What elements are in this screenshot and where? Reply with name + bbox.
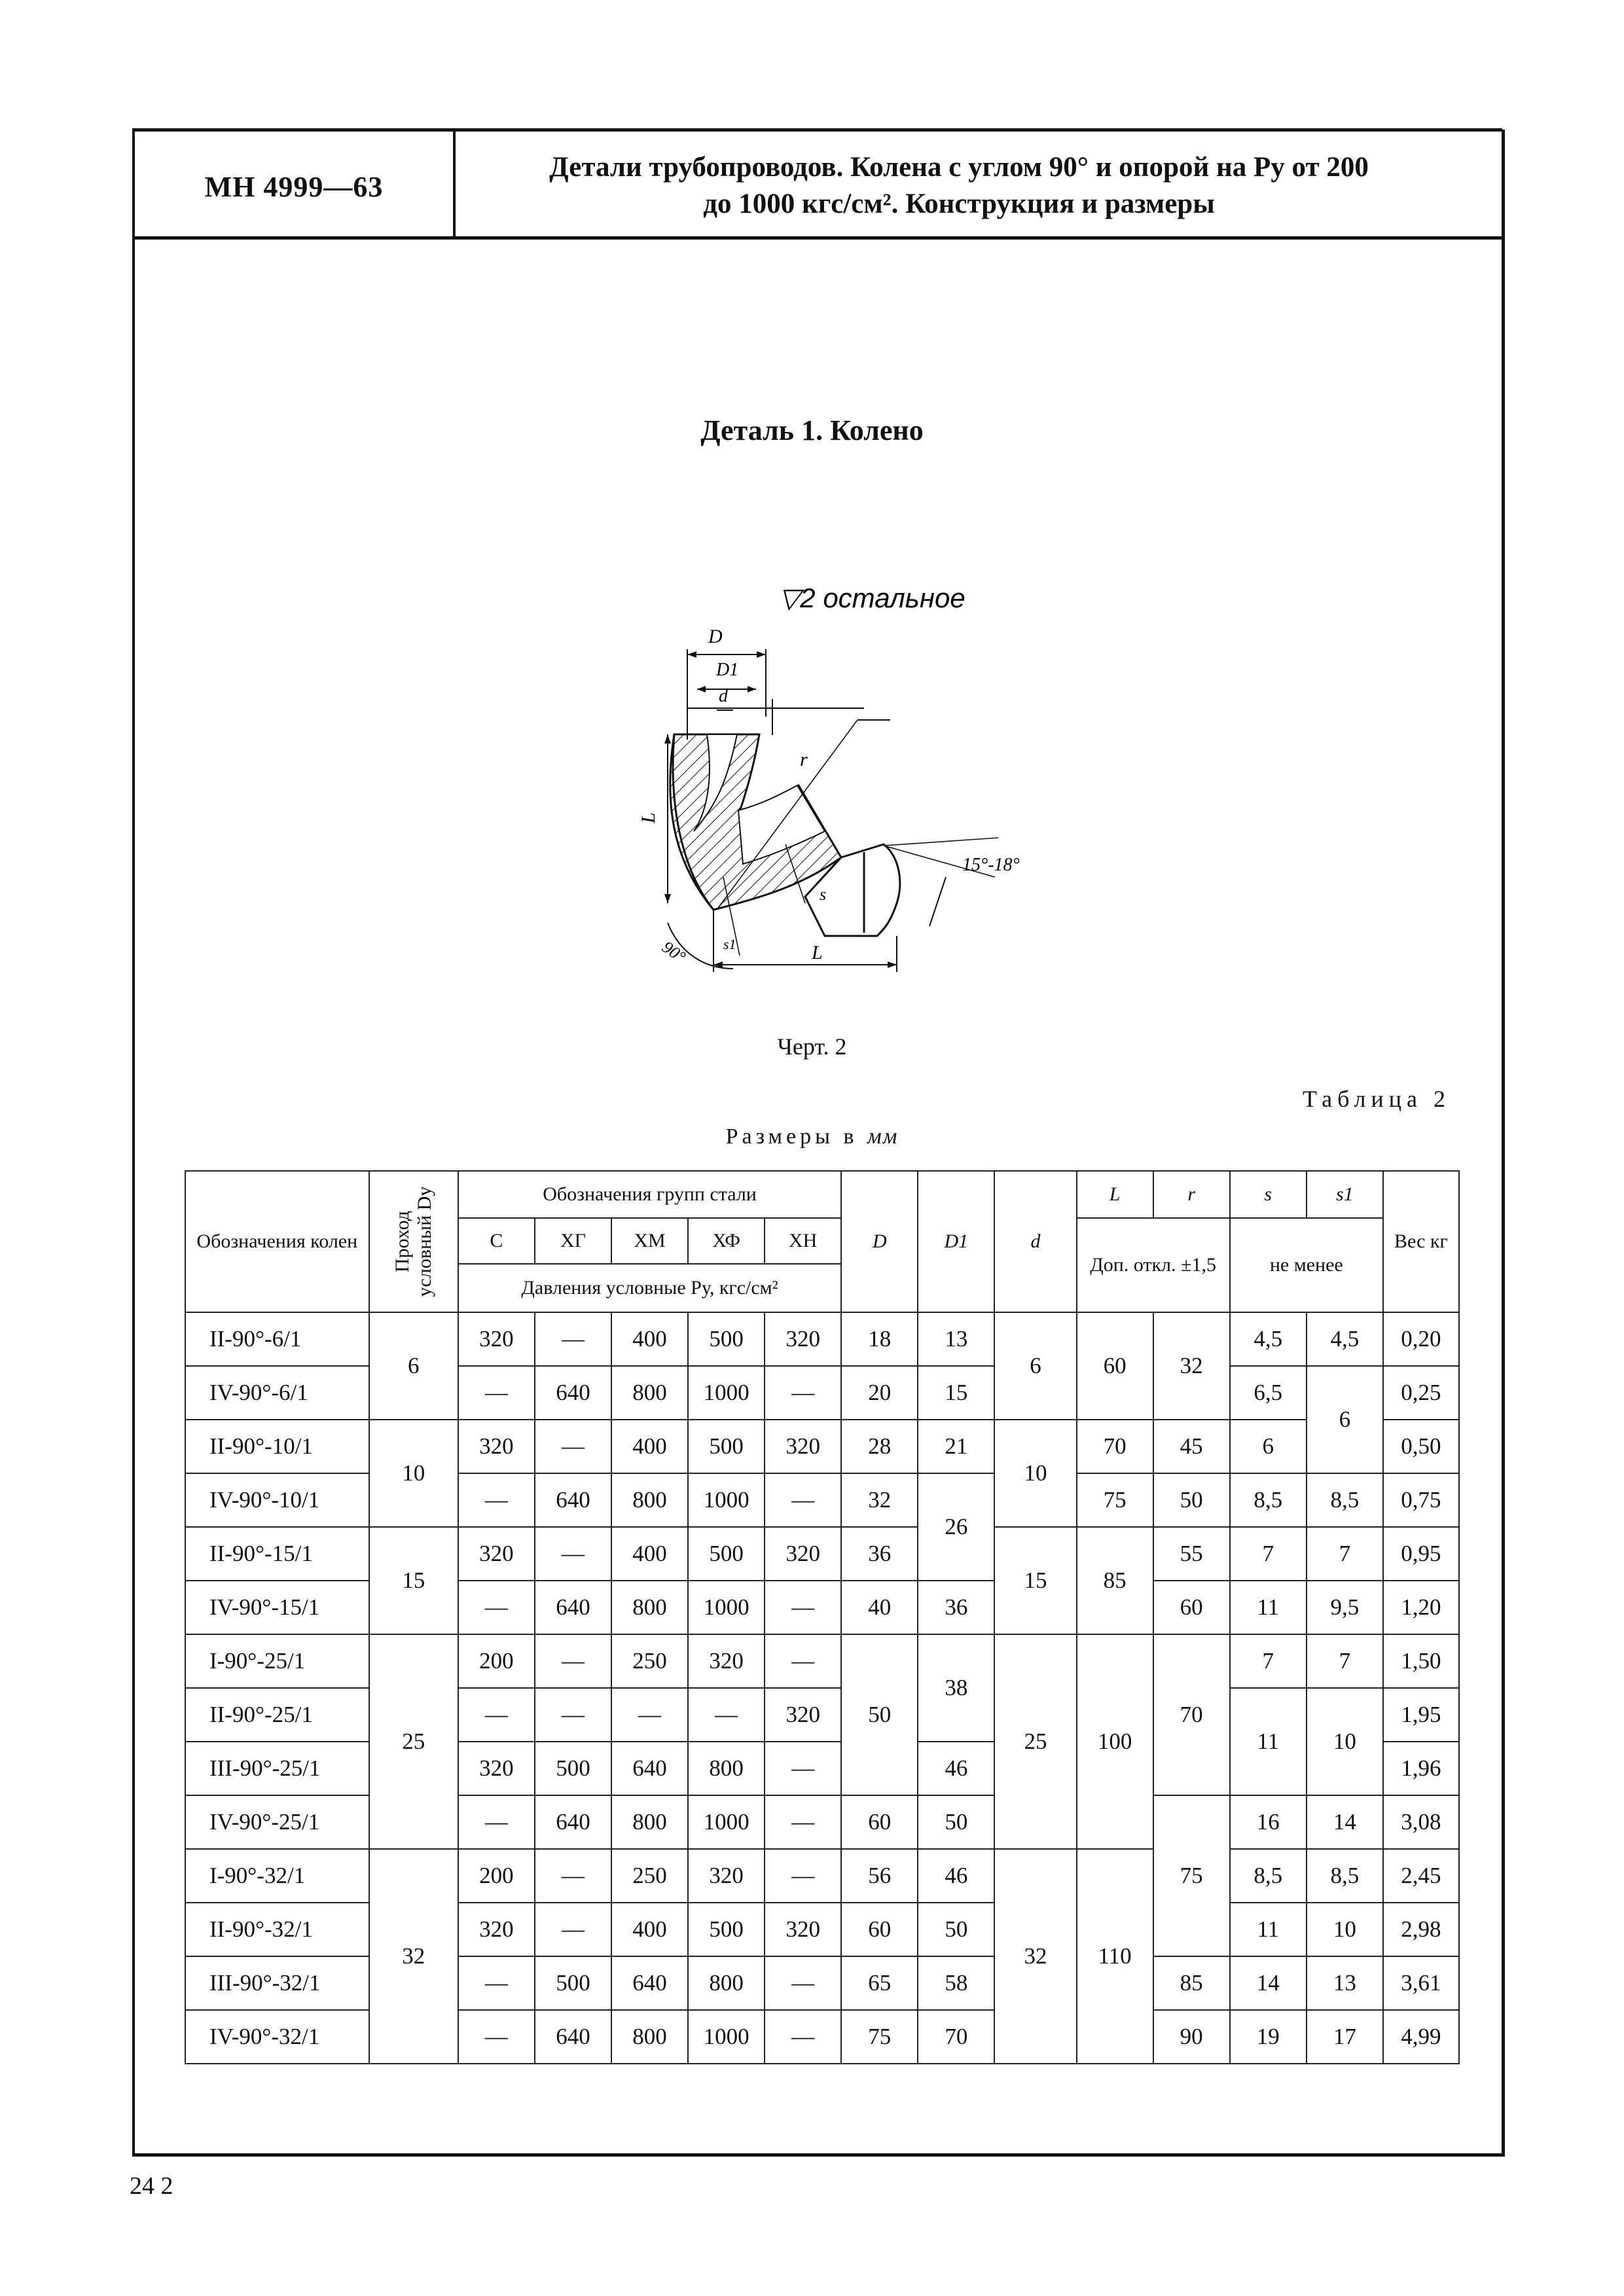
cell-p: 320 <box>765 1527 841 1581</box>
cell-p: 400 <box>611 1420 688 1473</box>
cell-dy: 15 <box>369 1527 458 1634</box>
cell-p: 800 <box>688 1956 765 2010</box>
cell-p: 1000 <box>688 1581 765 1634</box>
cell-p: 250 <box>611 1634 688 1688</box>
cell-p: — <box>458 1581 535 1634</box>
cell-p: 320 <box>765 1420 841 1473</box>
header-nominal-bore <box>369 1171 458 1312</box>
cell-p: — <box>765 1742 841 1795</box>
cell-designation: III-90°-32/1 <box>185 1956 369 2010</box>
cell-p: 400 <box>611 1312 688 1366</box>
cell-p: — <box>765 1956 841 2010</box>
header-d: d <box>994 1171 1076 1312</box>
cell-p: 800 <box>688 1742 765 1795</box>
cell-p: — <box>765 1795 841 1849</box>
label-d: d <box>719 686 728 706</box>
cell-r: 32 <box>1153 1312 1230 1420</box>
cell-p: — <box>458 1366 535 1420</box>
cell-p: 800 <box>611 1366 688 1420</box>
cell-p: 640 <box>535 1366 611 1420</box>
cell-dy: 25 <box>369 1634 458 1849</box>
cell-D: 65 <box>841 1956 918 2010</box>
cell-s: 14 <box>1230 1956 1307 2010</box>
cell-D: 75 <box>841 2010 918 2064</box>
units-note-prefix: Размеры в <box>725 1124 858 1149</box>
dimensions-table <box>185 1170 1460 2064</box>
cell-designation: IV-90°-10/1 <box>185 1473 369 1527</box>
cell-s: 6 <box>1230 1420 1307 1473</box>
cell-p: — <box>535 1903 611 1956</box>
cell-d: 10 <box>994 1420 1076 1527</box>
header-r: r <box>1153 1171 1230 1218</box>
cell-designation: IV-90°-6/1 <box>185 1366 369 1420</box>
units-note <box>0 1124 1624 1149</box>
label-chamfer: 15°-18° <box>962 855 1020 875</box>
cell-p: 320 <box>688 1849 765 1903</box>
header-mass: Вес кг <box>1383 1171 1459 1312</box>
cell-p: 640 <box>611 1742 688 1795</box>
cell-s1: 8,5 <box>1307 1849 1383 1903</box>
cell-p: 320 <box>458 1527 535 1581</box>
cell-D: 40 <box>841 1581 918 1634</box>
label-s: s <box>820 885 827 904</box>
cell-p: — <box>458 1688 535 1742</box>
cell-r: 45 <box>1153 1420 1230 1473</box>
header-steel-KhG: ХГ <box>535 1218 611 1264</box>
header-tolerance: Доп. откл. ±1,5 <box>1077 1218 1230 1312</box>
cell-p: 800 <box>611 1581 688 1634</box>
cell-D1: 38 <box>918 1634 994 1742</box>
cell-mass: 3,61 <box>1383 1956 1459 2010</box>
cell-p: 1000 <box>688 1795 765 1849</box>
cell-D: 56 <box>841 1849 918 1903</box>
cell-designation: IV-90°-25/1 <box>185 1795 369 1849</box>
cell-s1: 17 <box>1307 2010 1383 2064</box>
cell-p: 640 <box>535 1581 611 1634</box>
label-D: D <box>708 626 723 647</box>
cell-r: 85 <box>1153 1956 1230 2010</box>
cell-D: 60 <box>841 1903 918 1956</box>
header-steel-KhF: ХФ <box>688 1218 765 1264</box>
cell-p: 640 <box>535 2010 611 2064</box>
cell-p: 400 <box>611 1527 688 1581</box>
cell-p: 500 <box>535 1742 611 1795</box>
cell-p: — <box>765 1581 841 1634</box>
cell-s1: 8,5 <box>1307 1473 1383 1527</box>
cell-p: 500 <box>535 1956 611 2010</box>
header-designation: Обозначения колен <box>185 1171 369 1312</box>
cell-p: — <box>458 2010 535 2064</box>
cell-D1: 46 <box>918 1849 994 1903</box>
cell-s1: 10 <box>1307 1903 1383 1956</box>
cell-s1: 14 <box>1307 1795 1383 1849</box>
cell-p: — <box>765 1366 841 1420</box>
cell-p: — <box>535 1420 611 1473</box>
cell-r: 60 <box>1153 1581 1230 1634</box>
cell-p: 320 <box>458 1420 535 1473</box>
cell-p: — <box>765 1849 841 1903</box>
header-divider <box>453 130 456 238</box>
header-steel-KhN: ХН <box>765 1218 841 1264</box>
cell-L: 70 <box>1077 1420 1153 1473</box>
cell-mass: 0,95 <box>1383 1527 1459 1581</box>
roughness-note: ▽2 остальное <box>779 583 965 613</box>
cell-r: 70 <box>1153 1634 1230 1795</box>
cell-s1: 4,5 <box>1307 1312 1383 1366</box>
cell-D1: 50 <box>918 1795 994 1849</box>
cell-D1: 36 <box>918 1581 994 1634</box>
cell-p: — <box>535 1527 611 1581</box>
cell-s: 7 <box>1230 1527 1307 1581</box>
cell-s: 8,5 <box>1230 1849 1307 1903</box>
cell-p: 320 <box>688 1634 765 1688</box>
elbow-drawing <box>589 569 1087 1028</box>
table-row <box>185 1849 1459 1903</box>
cell-p: 320 <box>765 1688 841 1742</box>
cell-mass: 2,45 <box>1383 1849 1459 1903</box>
header-D1: D1 <box>918 1171 994 1312</box>
cell-p: 320 <box>458 1312 535 1366</box>
cell-designation: III-90°-25/1 <box>185 1742 369 1795</box>
cell-designation: II-90°-25/1 <box>185 1688 369 1742</box>
cell-designation: IV-90°-15/1 <box>185 1581 369 1634</box>
cell-p: 640 <box>535 1795 611 1849</box>
cell-D: 32 <box>841 1473 918 1527</box>
cell-mass: 0,25 <box>1383 1366 1459 1420</box>
cell-s: 11 <box>1230 1688 1307 1795</box>
cell-designation: IV-90°-32/1 <box>185 2010 369 2064</box>
cell-dy: 32 <box>369 1849 458 2064</box>
cell-s: 16 <box>1230 1795 1307 1849</box>
cell-r: 90 <box>1153 2010 1230 2064</box>
cell-p: 500 <box>688 1527 765 1581</box>
header-steel-groups: Обозначения групп стали <box>458 1171 841 1218</box>
cell-mass: 1,96 <box>1383 1742 1459 1795</box>
cell-p: — <box>535 1312 611 1366</box>
cell-L: 100 <box>1077 1634 1153 1849</box>
cell-p: — <box>765 1634 841 1688</box>
table-row <box>185 1527 1459 1581</box>
title-line-2: до 1000 кгс/см². Конструкция и размеры <box>703 188 1215 219</box>
units-note-unit: мм <box>867 1124 899 1149</box>
cell-mass: 1,50 <box>1383 1634 1459 1688</box>
cell-p: 200 <box>458 1849 535 1903</box>
cell-p: 400 <box>611 1903 688 1956</box>
cell-mass: 0,20 <box>1383 1312 1459 1366</box>
header-nominal-bore-line2: условный Dу <box>413 1186 435 1297</box>
cell-d: 15 <box>994 1527 1076 1634</box>
label-s1: s1 <box>723 936 736 952</box>
cell-p: 640 <box>535 1473 611 1527</box>
cell-p: 320 <box>765 1312 841 1366</box>
figure-caption: Черт. 2 <box>777 1033 847 1060</box>
cell-p: — <box>458 1956 535 2010</box>
cell-L: 75 <box>1077 1473 1153 1527</box>
detail-title: Деталь 1. Колено <box>700 414 924 446</box>
cell-p: — <box>535 1634 611 1688</box>
cell-r: 75 <box>1153 1795 1230 1956</box>
cell-D1: 58 <box>918 1956 994 2010</box>
cell-p: — <box>535 1688 611 1742</box>
table-row <box>185 1420 1459 1473</box>
cell-L: 85 <box>1077 1527 1153 1634</box>
cell-designation: II-90°-10/1 <box>185 1420 369 1473</box>
cell-p: 500 <box>688 1312 765 1366</box>
cell-s: 4,5 <box>1230 1312 1307 1366</box>
cell-designation: II-90°-32/1 <box>185 1903 369 1956</box>
table-row <box>185 1634 1459 1688</box>
table-row <box>185 1312 1459 1366</box>
header-L: L <box>1077 1171 1153 1218</box>
cell-p: 500 <box>688 1420 765 1473</box>
cell-p: 640 <box>611 1956 688 2010</box>
header-s: s <box>1230 1171 1307 1218</box>
cell-p: 500 <box>688 1903 765 1956</box>
cell-L: 60 <box>1077 1312 1153 1420</box>
cell-p: 1000 <box>688 1366 765 1420</box>
cell-p: — <box>458 1473 535 1527</box>
cell-p: — <box>765 2010 841 2064</box>
title-line-1: Детали трубопроводов. Колена с углом 90° и опорой на Pу от 200 <box>549 152 1369 183</box>
cell-mass: 1,95 <box>1383 1688 1459 1742</box>
cell-D: 60 <box>841 1795 918 1849</box>
cell-designation: I-90°-25/1 <box>185 1634 369 1688</box>
cell-D1: 15 <box>918 1366 994 1420</box>
cell-p: — <box>458 1795 535 1849</box>
cell-d: 6 <box>994 1312 1076 1420</box>
cell-s1: 7 <box>1307 1634 1383 1688</box>
cell-mass: 1,20 <box>1383 1581 1459 1634</box>
standard-code: МН 4999—63 <box>204 171 384 203</box>
cell-D1: 26 <box>918 1473 994 1581</box>
cell-D: 18 <box>841 1312 918 1366</box>
cell-p: 800 <box>611 2010 688 2064</box>
cell-s1: 13 <box>1307 1956 1383 2010</box>
header-steel-KhM: ХМ <box>611 1218 688 1264</box>
header-steel-C: С <box>458 1218 535 1264</box>
table-label: Таблица 2 <box>1303 1086 1451 1112</box>
cell-p: 320 <box>458 1903 535 1956</box>
cell-s1: 7 <box>1307 1527 1383 1581</box>
cell-s: 19 <box>1230 2010 1307 2064</box>
cell-D1: 13 <box>918 1312 994 1366</box>
document-title <box>458 149 1460 223</box>
header-min: не менее <box>1230 1218 1383 1312</box>
cell-D1: 70 <box>918 2010 994 2064</box>
cell-s1: 10 <box>1307 1688 1383 1795</box>
cell-s: 11 <box>1230 1581 1307 1634</box>
cell-mass: 2,98 <box>1383 1903 1459 1956</box>
cell-r: 50 <box>1153 1473 1230 1527</box>
label-angle: 90° <box>659 937 689 967</box>
cell-L: 110 <box>1077 1849 1153 2064</box>
cell-p: 320 <box>765 1903 841 1956</box>
cell-p: 800 <box>611 1795 688 1849</box>
cell-s1: 6 <box>1307 1366 1383 1473</box>
cell-designation: II-90°-6/1 <box>185 1312 369 1366</box>
label-D1: D1 <box>716 660 739 680</box>
cell-p: 1000 <box>688 2010 765 2064</box>
cell-s: 8,5 <box>1230 1473 1307 1527</box>
cell-r: 55 <box>1153 1527 1230 1581</box>
cell-p: 320 <box>458 1742 535 1795</box>
header-nominal-bore-line1: Проход <box>391 1210 413 1273</box>
cell-D: 20 <box>841 1366 918 1420</box>
header-pressure: Давления условные Pу, кгс/см² <box>458 1264 841 1312</box>
cell-p: 800 <box>611 1473 688 1527</box>
cell-s: 11 <box>1230 1903 1307 1956</box>
cell-d: 25 <box>994 1634 1076 1849</box>
cell-p: — <box>688 1688 765 1742</box>
label-L-horizontal: L <box>812 942 823 963</box>
cell-p: 250 <box>611 1849 688 1903</box>
cell-mass: 0,50 <box>1383 1420 1459 1473</box>
cell-mass: 0,75 <box>1383 1473 1459 1527</box>
header-D: D <box>841 1171 918 1312</box>
cell-D1: 50 <box>918 1903 994 1956</box>
cell-mass: 4,99 <box>1383 2010 1459 2064</box>
cell-dy: 10 <box>369 1420 458 1527</box>
cell-D1: 21 <box>918 1420 994 1473</box>
cell-designation: II-90°-15/1 <box>185 1527 369 1581</box>
cell-p: — <box>611 1688 688 1742</box>
page-number: 24 2 <box>130 2172 173 2200</box>
cell-p: 1000 <box>688 1473 765 1527</box>
cell-designation: I-90°-32/1 <box>185 1849 369 1903</box>
header-bottom-rule <box>132 236 1502 240</box>
cell-p: 200 <box>458 1634 535 1688</box>
cell-p: — <box>765 1473 841 1527</box>
cell-mass: 3,08 <box>1383 1795 1459 1849</box>
label-r: r <box>800 749 808 770</box>
header-s1: s1 <box>1307 1171 1383 1218</box>
cell-s1: 9,5 <box>1307 1581 1383 1634</box>
cell-d: 32 <box>994 1849 1076 2064</box>
label-L-vertical: L <box>638 812 659 823</box>
cell-p: — <box>535 1849 611 1903</box>
cell-D: 36 <box>841 1527 918 1581</box>
cell-D: 50 <box>841 1634 918 1795</box>
cell-s: 6,5 <box>1230 1366 1307 1420</box>
cell-dy: 6 <box>369 1312 458 1420</box>
cell-D: 28 <box>841 1420 918 1473</box>
cell-s: 7 <box>1230 1634 1307 1688</box>
cell-D1: 46 <box>918 1742 994 1795</box>
